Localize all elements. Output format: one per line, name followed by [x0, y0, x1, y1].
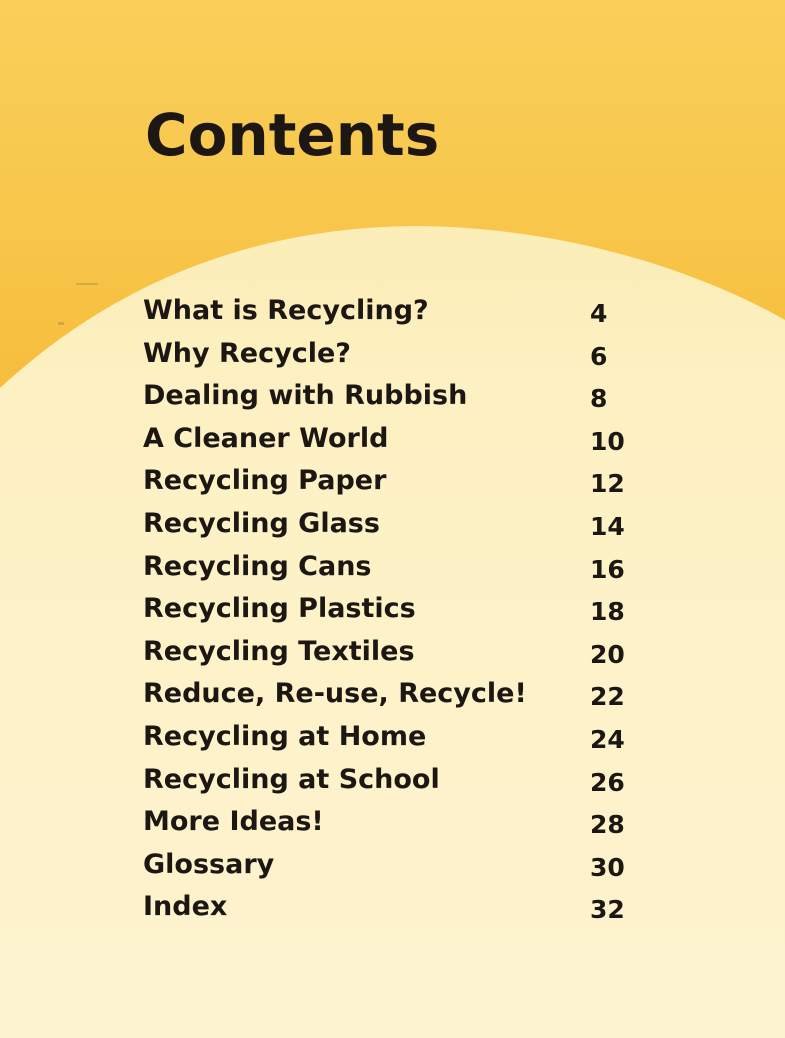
toc-entry-title: Recycling at Home	[143, 720, 427, 752]
toc-entry[interactable]	[143, 886, 643, 929]
toc-entry[interactable]	[143, 631, 643, 674]
toc-entry[interactable]	[143, 290, 643, 333]
table-of-contents	[143, 290, 643, 929]
toc-entry[interactable]	[143, 333, 643, 376]
toc-entry-title: Recycling Paper	[143, 465, 387, 497]
toc-entry-title: Reduce, Re-use, Recycle!	[143, 678, 527, 710]
toc-entry-page: 4	[590, 299, 608, 328]
toc-entry-page: 12	[590, 469, 625, 499]
scan-speck	[76, 283, 98, 285]
toc-entry-title: Glossary	[143, 848, 275, 880]
toc-entry-title: A Cleaner World	[143, 422, 389, 454]
toc-entry[interactable]	[143, 460, 643, 503]
toc-entry-title: Recycling Glass	[143, 507, 380, 539]
toc-entry-page: 6	[590, 341, 608, 371]
toc-entry[interactable]	[143, 418, 643, 461]
toc-entry-page: 30	[590, 852, 625, 882]
toc-entry-title: Recycling Textiles	[143, 635, 415, 667]
toc-entry-page: 20	[590, 639, 625, 669]
toc-entry-title: What is Recycling?	[143, 295, 429, 326]
toc-entry-page: 24	[590, 724, 625, 754]
toc-entry-page: 14	[590, 511, 625, 541]
toc-entry[interactable]	[143, 588, 643, 631]
toc-entry-title: Why Recycle?	[143, 337, 351, 369]
page-title: Contents	[145, 101, 440, 169]
toc-entry-page: 22	[590, 682, 625, 712]
toc-entry-title: Dealing with Rubbish	[143, 380, 468, 412]
toc-entry[interactable]	[143, 844, 643, 887]
toc-entry[interactable]	[143, 503, 643, 546]
toc-entry[interactable]	[143, 673, 643, 716]
toc-entry-title: Recycling at School	[143, 763, 440, 795]
toc-entry-page: 10	[590, 426, 625, 456]
toc-entry-title: Recycling Cans	[143, 550, 372, 582]
toc-entry-page: 16	[590, 554, 625, 584]
toc-entry-page: 26	[590, 767, 625, 797]
scan-speck	[58, 322, 64, 325]
toc-entry[interactable]	[143, 375, 643, 418]
toc-entry[interactable]	[143, 759, 643, 802]
toc-entry-page: 28	[590, 810, 625, 840]
toc-entry-page: 32	[590, 895, 625, 925]
toc-entry-page: 8	[590, 384, 608, 414]
toc-entry-title: Recycling Plastics	[143, 593, 416, 625]
toc-entry-title: More Ideas!	[143, 806, 324, 838]
toc-entry-page: 18	[590, 597, 625, 627]
toc-entry[interactable]	[143, 716, 643, 759]
toc-entry-title: Index	[143, 891, 228, 923]
toc-entry[interactable]	[143, 546, 643, 589]
toc-entry[interactable]	[143, 801, 643, 844]
